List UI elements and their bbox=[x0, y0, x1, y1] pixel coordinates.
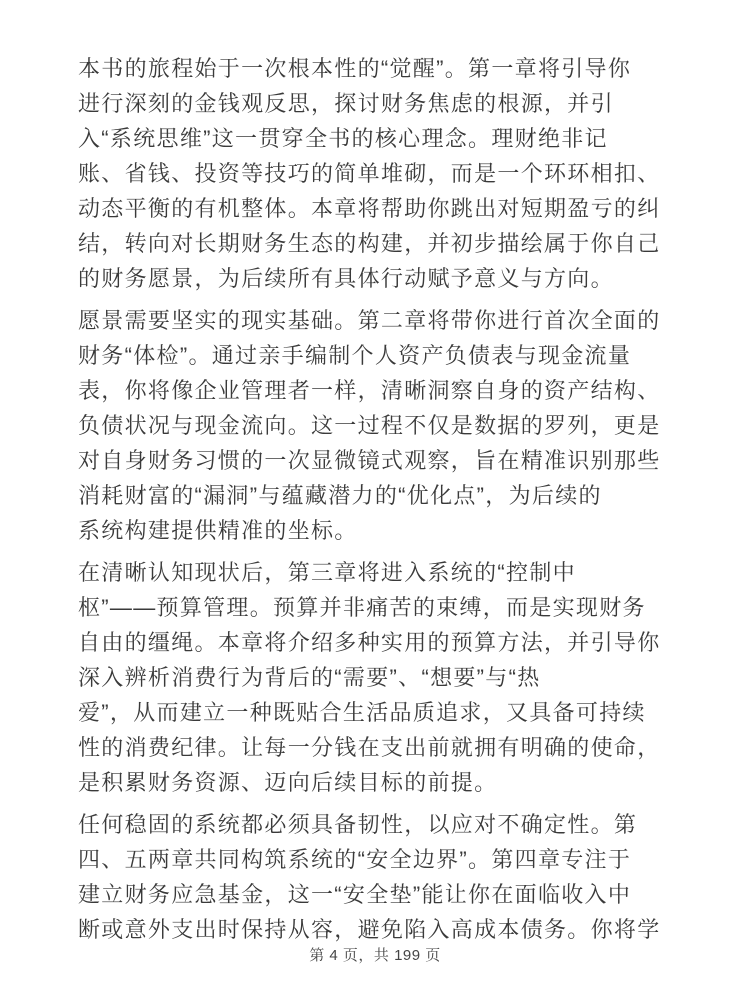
page-number-footer: 第 4 页，共 199 页 bbox=[309, 947, 441, 964]
text-line: 四、五两章共同构筑系统的“安全边界”。第四章专注于 bbox=[78, 847, 632, 872]
paragraph bbox=[78, 807, 682, 947]
text-line: 动态平衡的有机整体。本章将帮助你跳出对短期盈亏的纠 bbox=[78, 196, 661, 221]
text-line: 是积累财务资源、迈向后续目标的前提。 bbox=[78, 770, 498, 795]
text-line: 在清晰认知现状后，第三章将进入系统的“控制中 bbox=[78, 560, 576, 585]
text-line: 入“系统思维”这一贯穿全书的核心理念。理财绝非记 bbox=[78, 126, 608, 151]
text-line: 断或意外支出时保持从容，避免陷入高成本债务。你将学 bbox=[78, 917, 661, 942]
paragraph bbox=[78, 555, 682, 800]
text-line: 对自身财务习惯的一次显微镜式观察，旨在精准识别那些 bbox=[78, 448, 661, 473]
text-line: 爱”，从而建立一种既贴合生活品质追求，又具备可持续 bbox=[78, 700, 646, 725]
text-line: 财务“体检”。通过亲手编制个人资产负债表与现金流量 bbox=[78, 343, 632, 368]
text-line: 性的消费纪律。让每一分钱在支出前就拥有明确的使命， bbox=[78, 735, 661, 760]
paragraph bbox=[78, 51, 682, 296]
document-content bbox=[78, 51, 682, 954]
text-line: 任何稳固的系统都必须具备韧性，以应对不确定性。第 bbox=[78, 812, 638, 837]
text-line: 结，转向对长期财务生态的构建，并初步描绘属于你自己 bbox=[78, 231, 661, 256]
text-line: 消耗财富的“漏洞”与蕴藏潜力的“优化点”，为后续的 bbox=[78, 483, 602, 508]
text-line: 深入辨析消费行为背后的“需要”、“想要”与“热 bbox=[78, 665, 541, 690]
paragraph bbox=[78, 303, 682, 548]
text-line: 账、省钱、投资等技巧的简单堆砌，而是一个环环相扣、 bbox=[78, 161, 661, 186]
text-line: 负债状况与现金流向。这一过程不仅是数据的罗列，更是 bbox=[78, 413, 661, 438]
text-line: 表，你将像企业管理者一样，清晰洞察自身的资产结构、 bbox=[78, 378, 661, 403]
text-line: 系统构建提供精准的坐标。 bbox=[78, 518, 358, 543]
text-line: 进行深刻的金钱观反思，探讨财务焦虑的根源，并引 bbox=[78, 91, 614, 116]
text-line: 自由的缰绳。本章将介绍多种实用的预算方法，并引导你 bbox=[78, 630, 661, 655]
text-line: 枢”——预算管理。预算并非痛苦的束缚，而是实现财务 bbox=[78, 595, 646, 620]
text-line: 愿景需要坚实的现实基础。第二章将带你进行首次全面的 bbox=[78, 308, 661, 333]
text-line: 的财务愿景，为后续所有具体行动赋予意义与方向。 bbox=[78, 266, 614, 291]
text-line: 建立财务应急基金，这一“安全垫”能让你在面临收入中 bbox=[78, 882, 632, 907]
text-line: 本书的旅程始于一次根本性的“觉醒”。第一章将引导你 bbox=[78, 56, 632, 81]
